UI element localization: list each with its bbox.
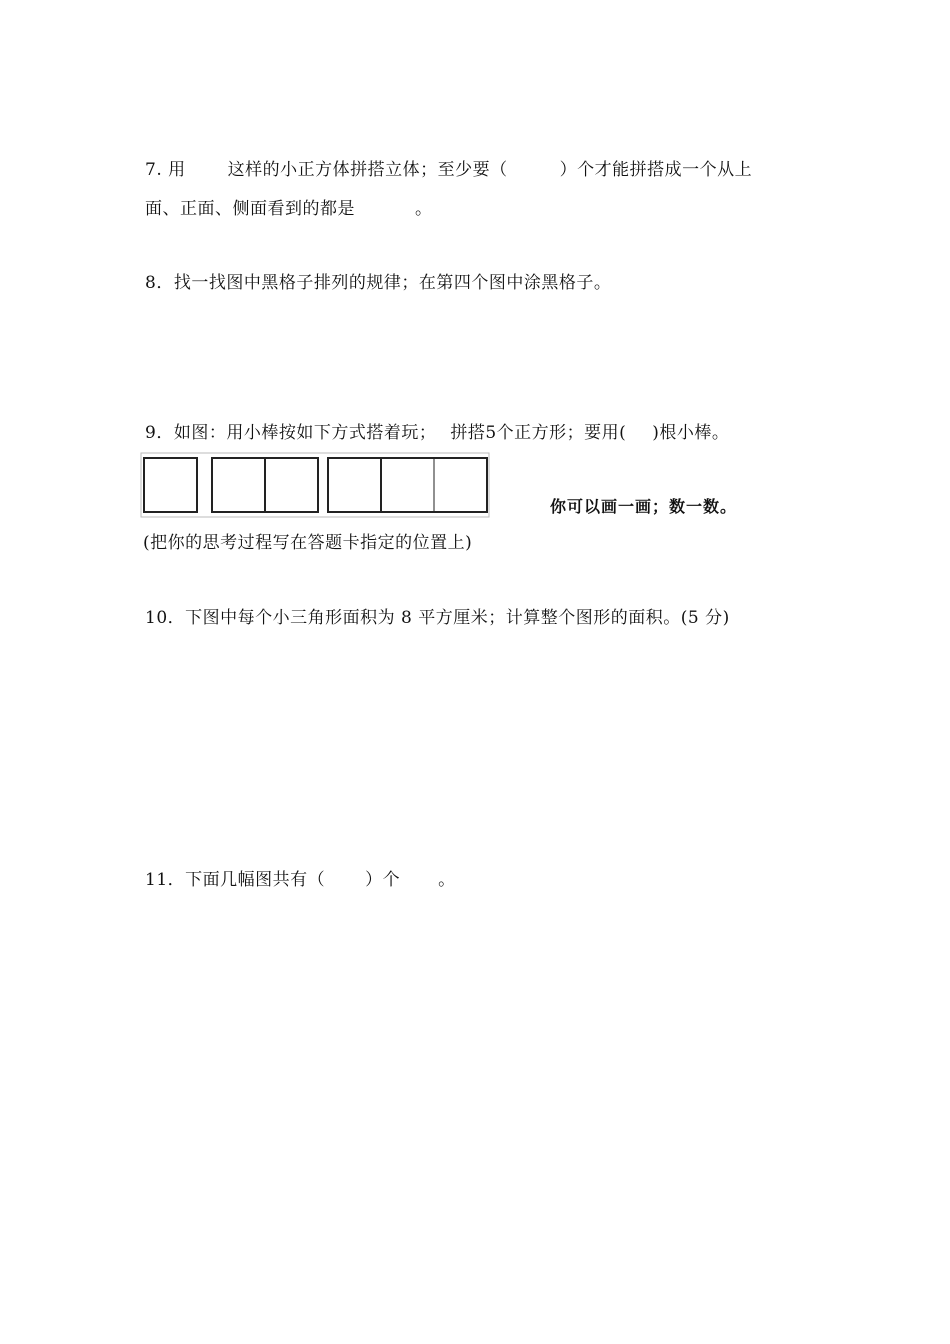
q9-note: (把你的思考过程写在答题卡指定的位置上) <box>143 533 473 553</box>
q9-hint: 你可以画一画；数一数。 <box>550 497 738 516</box>
q7-text-part-3: ）个才能拼搭成一个从上 <box>559 160 753 180</box>
q7-text-part-1: 7. 用 <box>145 160 186 180</box>
question-7-line-1 <box>145 159 752 181</box>
two-squares <box>212 458 318 512</box>
question-9 <box>145 422 729 444</box>
question-8: 8．找一找图中黑格子排列的规律；在第四个图中涂黑格子。 <box>145 273 612 293</box>
q9-text-part-3: )根小棒。 <box>652 423 730 443</box>
q7-text-part-2: 这样的小正方体拼搭立体；至少要（ <box>227 160 508 180</box>
q7-text-part-5: 。 <box>415 199 433 219</box>
q9-text-part-2: 拼搭5个正方形；要用( <box>450 423 627 443</box>
q11-text-part-3: 。 <box>438 870 456 890</box>
question-7-line-2 <box>145 198 433 220</box>
question-10: 10．下图中每个小三角形面积为 8 平方厘米；计算整个图形的面积。(5 分) <box>145 608 730 628</box>
q11-text-part-1: 11．下面几幅图共有（ <box>145 870 326 890</box>
question-11 <box>145 869 456 891</box>
three-squares <box>328 458 487 512</box>
one-square <box>144 458 197 512</box>
q9-text-part-1: 9．如图：用小棒按如下方式搭着玩； <box>145 423 437 443</box>
matchstick-squares-figure <box>140 452 492 520</box>
figure-frame <box>141 453 489 517</box>
q11-text-part-2: ）个 <box>365 870 401 890</box>
q7-text-part-4: 面、正面、侧面看到的都是 <box>145 199 355 219</box>
